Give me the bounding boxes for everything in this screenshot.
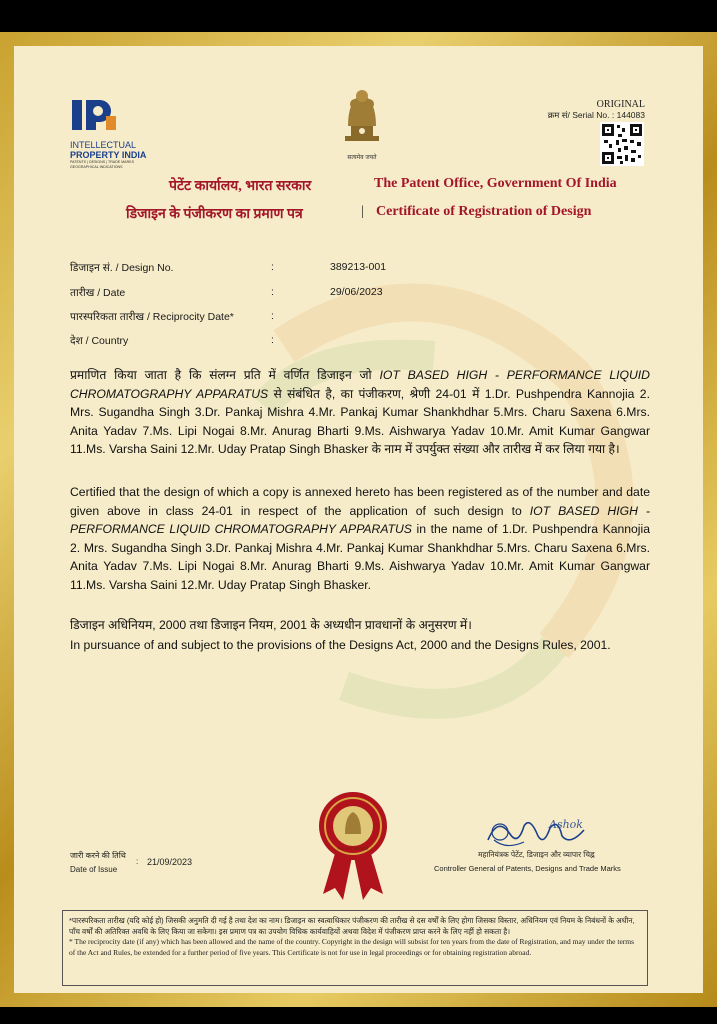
controller-title-hindi: महानियंत्रक पेटेंट, डिजाइन और व्यापार चिह्न bbox=[478, 850, 595, 859]
footnote-english: * The reciprocity date (if any) which has been allowed and the name of the country. Copyright in the design will subsist for ten years from the date of Registration, and may under the terms of the Act and Rules, be extended for a further period of five years. This Certificate is not for use in legal proceedings or for obtaining registration abroad. bbox=[69, 937, 635, 957]
qr-code bbox=[600, 122, 644, 166]
issue-date: 21/09/2023 bbox=[147, 857, 193, 867]
act-english: In pursuance of and subject to the provisions of the Designs Act, 2000 and the Designs Rules, 2001. bbox=[70, 638, 611, 652]
issue-label-english: Date of Issue bbox=[70, 865, 118, 874]
design-no-label: डिजाइन सं. / Design No. bbox=[70, 262, 174, 274]
country-label: देश / Country bbox=[70, 335, 129, 347]
reciprocity-label: पारस्परिकता तारीख / Reciprocity Date* bbox=[70, 311, 234, 323]
ashoka-emblem-icon bbox=[339, 82, 385, 148]
english-intro: Certified that the design of which a copy is annexed hereto has been registered as of the number and date given above in class 24-01 in respect of the application of such design to bbox=[70, 485, 650, 518]
ip-india-logo bbox=[70, 96, 190, 170]
country-colon: : bbox=[271, 334, 274, 346]
issue-colon: : bbox=[136, 857, 139, 866]
english-owners: in the name of 1.Dr. Pushpendra Kannojia 2. Mrs. Sugandha Singh 3.Dr. Pankaj Mishra 4.Mr. Pankaj Kumar Shankhdhar 5.Mrs. Charu Saxena 6.Mrs. Anita Yadav 7.Ms. Lipi Nogai 8.Mr. Anurag Bharti 9.Ms. Aishwarya Yadav 10.Mr. Amit Kumar Gangwar 11.Ms. Varsha Saini 12.Mr. Uday Pratap Singh Bhasker. bbox=[70, 522, 651, 592]
controller-title-english: Controller General of Patents, Designs and Trade Marks bbox=[434, 864, 621, 873]
serial-value: 144083 bbox=[616, 110, 645, 120]
original-label: ORIGINAL bbox=[596, 99, 645, 110]
ip-logo-line1: INTELLECTUAL bbox=[70, 140, 137, 150]
footnote-hindi: *पारस्परिकता तारीख (यदि कोई हो) जिसकी अनुमति दी गई है तथा देश का नाम। डिजाइन का स्वत्वाधिकार पंजीकरण की तारीख से दस वर्षों के लिए होगा जिसका विस्तार, अधिनियम एवं नियम के निबंधनों के अधीन, पाँच वर्षों की अतिरिक्त अवधि के लिए किया जा सकेगा। इस प्रमाण पत्र का उपयोग विधिक कार्यवाहियों अथवा विदेश में पंजीकरण प्राप्त करने के लिए नहीं हो सकता है। bbox=[69, 916, 635, 936]
certificate-heading-english: Certificate of Registration of Design bbox=[376, 204, 592, 219]
date-value: 29/06/2023 bbox=[330, 286, 383, 298]
office-heading-hindi: पेटेंट कार्यालय, भारत सरकार bbox=[169, 179, 312, 194]
certificate-heading-hindi: डिजाइन के पंजीकरण का प्रमाण पत्र bbox=[126, 207, 303, 222]
date-colon: : bbox=[271, 286, 274, 298]
ip-logo-line4: GEOGRAPHICAL INDICATIONS bbox=[70, 165, 123, 169]
office-heading-english: The Patent Office, Government Of India bbox=[374, 176, 617, 191]
date-label: तारीख / Date bbox=[70, 287, 126, 299]
hindi-certification-paragraph bbox=[70, 366, 650, 459]
ip-logo-line3: PATENTS | DESIGNS | TRADE MARKS bbox=[70, 160, 134, 164]
ip-logo-line2: PROPERTY INDIA bbox=[70, 150, 147, 160]
national-emblem bbox=[332, 82, 392, 161]
design-title-english-para: IOT BASED HIGH - PERFORMANCE LIQUID CHROMATOGRAPHY APPARATUS bbox=[70, 503, 650, 536]
serial-label: क्रम सं/ Serial No. : bbox=[547, 110, 615, 120]
serial-number bbox=[548, 110, 645, 121]
design-title-hindi-para: IOT BASED HIGH - PERFORMANCE LIQUID CHROMATOGRAPHY APPARATUS bbox=[70, 368, 650, 401]
heading-separator: | bbox=[361, 204, 364, 219]
footnote-box bbox=[62, 910, 648, 986]
emblem-motto: सत्यमेव जयते bbox=[347, 155, 377, 161]
hindi-owners: से संबंधित है, का पंजीकरण, श्रेणी 24-01 में 1.Dr. Pushpendra Kannojia 2. Mrs. Sugandha Singh 3.Dr. Pankaj Mishra 4.Mr. Pankaj Kumar Shankhdhar 5.Mrs. Charu Saxena 6.Mrs. Anita Yadav 7.Ms. Lipi Nogai 8.Mr. Anurag Bharti 9.Ms. Aishwarya Yadav 10.Mr. Amit Kumar Gangwar 11.Ms. Varsha Saini 12.Mr. Uday Pratap Singh Bhasker के नाम में उपर्युक्त संख्या और तारीख में कर लिया गया है। bbox=[70, 386, 650, 456]
reciprocity-colon: : bbox=[271, 310, 274, 322]
certificate-paper bbox=[14, 46, 703, 993]
issue-label-hindi: जारी करने की तिथि bbox=[70, 851, 126, 860]
signature-text: Ashok bbox=[549, 818, 583, 831]
act-hindi: डिजाइन अधिनियम, 2000 तथा डिजाइन नियम, 2001 के अध्यधीन प्रावधानों के अनुसरण में। bbox=[70, 618, 472, 632]
ip-logo-icon bbox=[70, 96, 118, 134]
design-no-value: 389213-001 bbox=[330, 261, 387, 273]
design-no-colon: : bbox=[271, 261, 274, 273]
seal-text: PATENT OFFICE bbox=[337, 846, 369, 851]
english-certification-paragraph bbox=[70, 483, 650, 594]
hindi-intro: प्रमाणित किया जाता है कि संलग्न प्रति में वर्णित डिजाइन जो bbox=[70, 368, 372, 382]
certificate-frame bbox=[0, 32, 717, 1007]
